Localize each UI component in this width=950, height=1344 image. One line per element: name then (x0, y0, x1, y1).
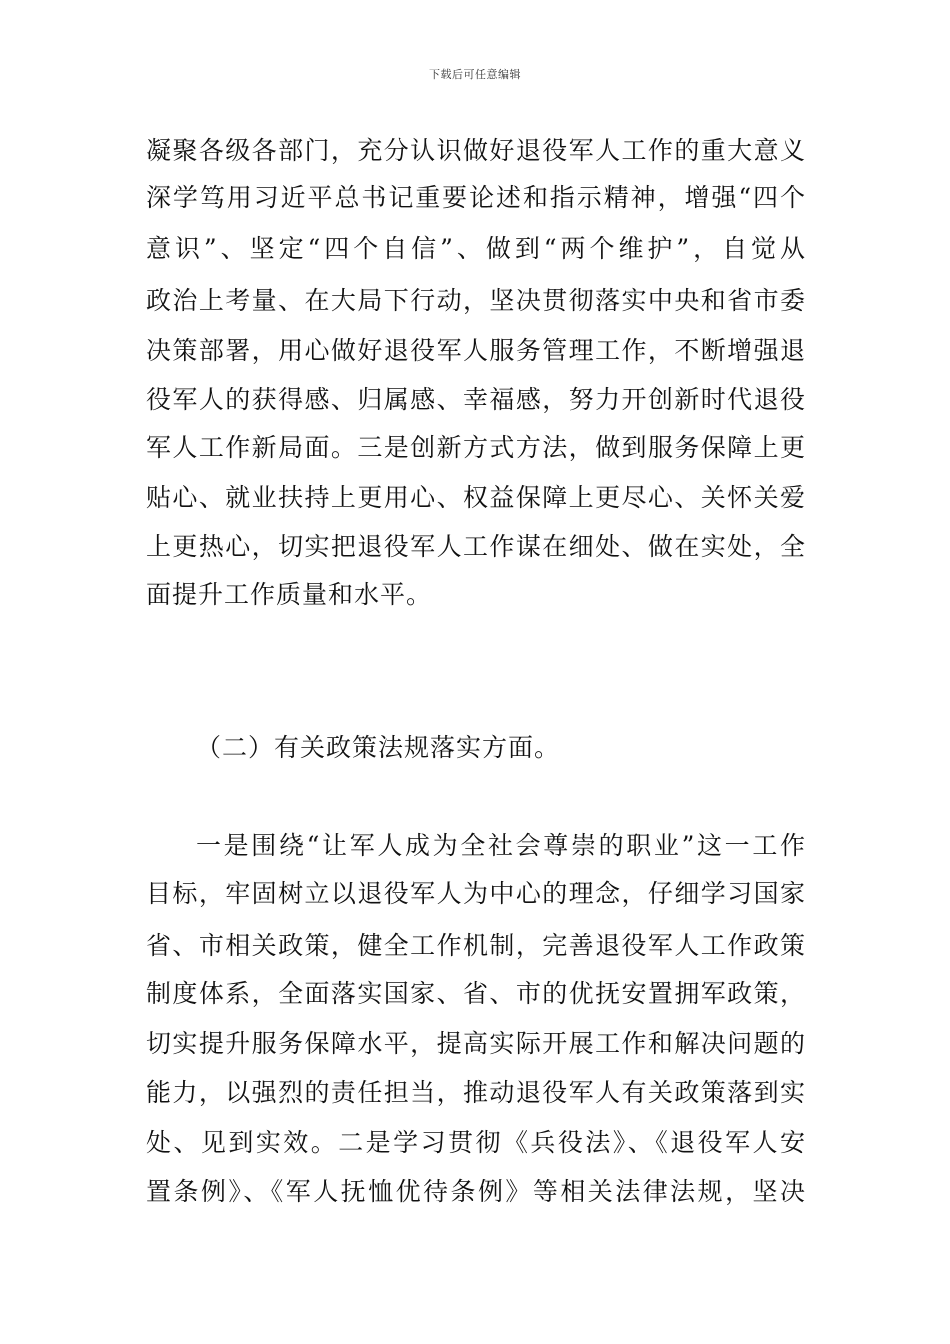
download-note: 下载后可任意编辑 (429, 68, 521, 81)
paragraph-line: 政治上考量、在大局下行动，坚决贯彻落实中央和省市委 (146, 286, 806, 315)
paragraph-line: 一是围绕“让军人成为全社会尊崇的职业”这一工作 (196, 831, 806, 860)
paragraph-line: 目标，牢固树立以退役军人为中心的理念，仔细学习国家 (146, 879, 806, 908)
paragraph-line: 意识”、坚定“四个自信”、做到“两个维护”，自觉从 (146, 234, 806, 263)
paragraph-line: 置条例》、《军人抚恤优待条例》等相关法律法规，坚决 (146, 1177, 806, 1206)
paragraph-line: 上更热心，切实把退役军人工作谋在细处、做在实处，全 (146, 532, 806, 561)
paragraph-line: 处、见到实效。二是学习贯彻《兵役法》、《退役军人安 (146, 1128, 806, 1157)
paragraph-line: 面提升工作质量和水平。 (146, 580, 433, 609)
paragraph-line: 省、市相关政策，健全工作机制，完善退役军人工作政策 (146, 931, 806, 960)
paragraph-line: 深学笃用习近平总书记重要论述和指示精神，增强“四个 (146, 183, 806, 212)
paragraph-line: 凝聚各级各部门，充分认识做好退役军人工作的重大意义 (146, 136, 806, 165)
paragraph-line: 切实提升服务保障水平，提高实际开展工作和解决问题的 (146, 1029, 806, 1058)
section-heading: （二）有关政策法规落实方面。 (196, 733, 561, 762)
paragraph-line: 能力，以强烈的责任担当，推动退役军人有关政策落到实 (146, 1078, 806, 1107)
paragraph-line: 决策部署，用心做好退役军人服务管理工作，不断增强退 (146, 336, 806, 365)
paragraph-line: 贴心、就业扶持上更用心、权益保障上更尽心、关怀关爱 (146, 483, 806, 512)
paragraph-line: 役军人的获得感、归属感、幸福感，努力开创新时代退役 (146, 385, 806, 414)
paragraph-line: 军人工作新局面。三是创新方式方法，做到服务保障上更 (146, 433, 806, 462)
paragraph-line: 制度体系，全面落实国家、省、市的优抚安置拥军政策， (146, 979, 806, 1008)
